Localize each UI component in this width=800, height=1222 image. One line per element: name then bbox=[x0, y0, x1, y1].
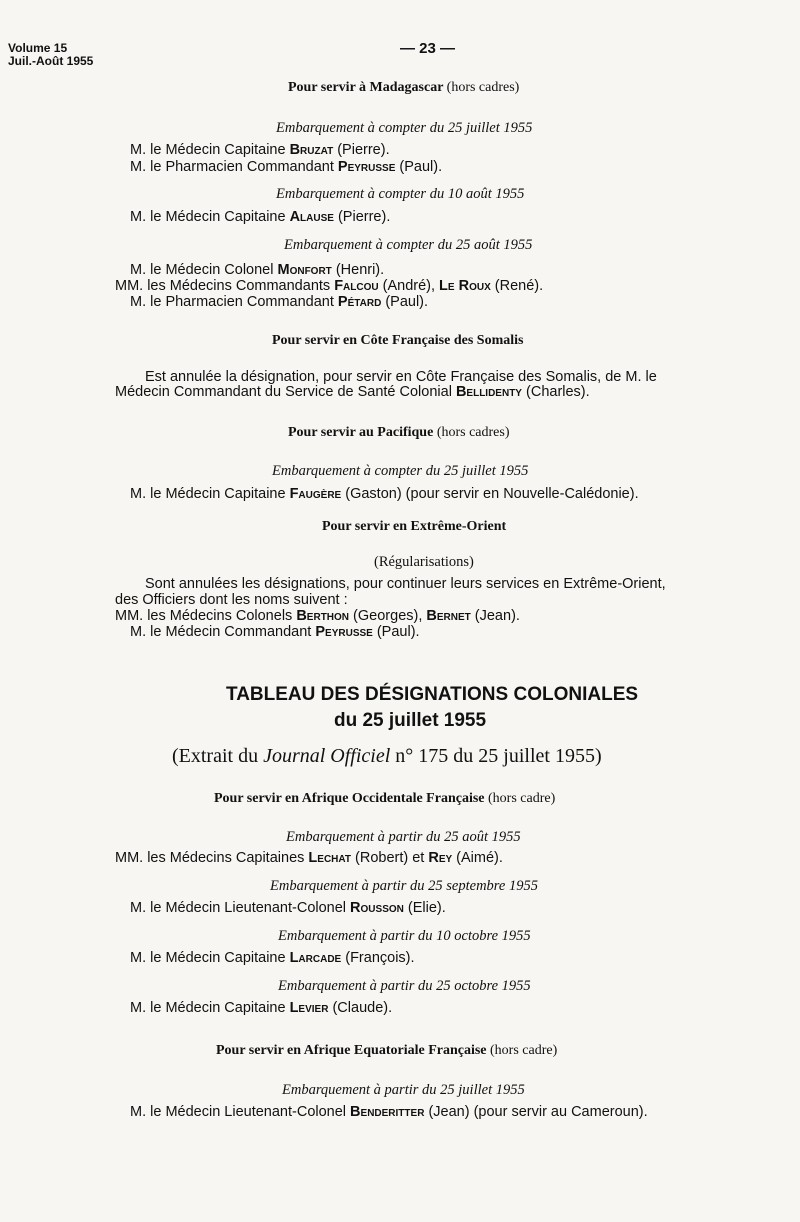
appointment-line bbox=[130, 950, 415, 966]
heading-note: (hors cadre) bbox=[490, 1043, 558, 1058]
officer-name: Berthon bbox=[296, 608, 350, 624]
line-text: (Extrait du bbox=[172, 745, 264, 767]
section-heading-madagascar bbox=[288, 80, 519, 96]
paragraph-line: Est annulée la désignation, pour servir en Côte Française des Somalis, de M. le bbox=[145, 369, 657, 385]
officer-name: Lechat bbox=[308, 850, 351, 866]
heading-text: Pour servir en Côte Française des Somalis bbox=[272, 333, 524, 348]
section-heading-pacifique bbox=[288, 425, 510, 441]
line-text: (André), bbox=[378, 278, 440, 294]
heading-text: Pour servir en Extrême-Orient bbox=[322, 519, 507, 534]
line-text: (Jean) (pour servir au Cameroun). bbox=[424, 1104, 648, 1120]
appointment-line bbox=[130, 209, 390, 225]
officer-name: Faugère bbox=[289, 486, 342, 502]
tableau-title: TABLEAU DES DÉSIGNATIONS COLONIALES bbox=[226, 684, 639, 705]
appointment-line bbox=[130, 262, 384, 278]
volume-label: Volume 15 bbox=[8, 41, 68, 55]
issue-label: Juil.-Août 1955 bbox=[8, 54, 94, 68]
line-text: MM. les Médecins Capitaines bbox=[115, 850, 309, 866]
journal-extract bbox=[172, 745, 602, 768]
appointment-line bbox=[115, 608, 520, 624]
line-text: M. le Médecin Capitaine bbox=[130, 142, 290, 158]
heading-text: Pour servir au Pacifique bbox=[288, 425, 434, 440]
embarkation-date: Embarquement à compter du 25 août 1955 bbox=[284, 237, 533, 253]
appointment-line bbox=[115, 850, 503, 866]
officer-name: Pétard bbox=[337, 294, 382, 310]
section-heading-somalis bbox=[272, 333, 523, 349]
line-text: M. le Médecin Lieutenant-Colonel bbox=[130, 900, 351, 916]
heading-text: Pour servir en Afrique Occidentale Française bbox=[214, 791, 485, 806]
appointment-line bbox=[130, 294, 428, 310]
line-text: (René). bbox=[490, 278, 544, 294]
line-text: M. le Médecin Capitaine bbox=[130, 1000, 290, 1016]
line-text: (Paul). bbox=[372, 624, 420, 640]
journal-name: Journal Officiel bbox=[263, 745, 391, 767]
embarkation-date: Embarquement à compter du 10 août 1955 bbox=[276, 186, 525, 202]
line-text: (Pierre). bbox=[333, 209, 391, 225]
appointment-line bbox=[130, 624, 420, 640]
embarkation-date: Embarquement à partir du 25 août 1955 bbox=[286, 829, 521, 845]
officer-name: Rey bbox=[428, 850, 453, 866]
officer-name: Bernet bbox=[426, 608, 471, 624]
embarkation-date: Embarquement à partir du 25 juillet 1955 bbox=[282, 1082, 525, 1098]
appointment-line bbox=[115, 278, 543, 294]
embarkation-date: Embarquement à partir du 25 octobre 1955 bbox=[278, 978, 531, 994]
appointment-line bbox=[130, 1000, 392, 1016]
line-text: (Claude). bbox=[328, 1000, 393, 1016]
line-text: (Pierre). bbox=[333, 142, 390, 158]
paragraph-line: des Officiers dont les noms suivent : bbox=[115, 592, 348, 608]
officer-name: Peyrusse bbox=[315, 624, 373, 640]
section-heading-aef bbox=[216, 1043, 557, 1059]
officer-name: Monfort bbox=[277, 262, 332, 278]
appointment-line bbox=[130, 159, 442, 175]
heading-text: Pour servir à Madagascar bbox=[288, 80, 444, 95]
officer-name: Falcou bbox=[334, 278, 379, 294]
line-text: MM. les Médecins Commandants bbox=[115, 278, 335, 294]
line-text: (Paul). bbox=[395, 159, 443, 175]
line-text: M. le Médecin Capitaine bbox=[130, 486, 290, 502]
line-text: MM. les Médecins Colonels bbox=[115, 608, 297, 624]
embarkation-date: Embarquement à compter du 25 juillet 1955 bbox=[276, 120, 533, 136]
line-text: M. le Pharmacien Commandant bbox=[130, 159, 338, 175]
line-text: M. le Médecin Capitaine bbox=[130, 209, 290, 225]
line-text: M. le Médecin Lieutenant-Colonel bbox=[130, 1104, 351, 1120]
line-text: (Henri). bbox=[331, 262, 385, 278]
line-text: (Jean). bbox=[470, 608, 520, 624]
line-text: (Paul). bbox=[381, 294, 429, 310]
line-text: (Gaston) (pour servir en Nouvelle-Calédonie). bbox=[341, 486, 639, 502]
line-text: (Georges), bbox=[349, 608, 427, 624]
subheading: (Régularisations) bbox=[374, 554, 474, 570]
line-text: M. le Pharmacien Commandant bbox=[130, 294, 338, 310]
officer-name: Bellidenty bbox=[455, 384, 522, 400]
line-text: (Robert) et bbox=[350, 850, 429, 866]
officer-name: Bruzat bbox=[289, 142, 334, 158]
line-text: (Aimé). bbox=[452, 850, 503, 866]
section-heading-aof bbox=[214, 791, 555, 807]
appointment-line bbox=[130, 1104, 648, 1120]
line-text: M. le Médecin Colonel bbox=[130, 262, 278, 278]
appointment-line bbox=[130, 900, 446, 916]
section-heading-extreme-orient bbox=[322, 519, 506, 535]
heading-note: (hors cadres) bbox=[436, 425, 510, 440]
officer-name: Levier bbox=[289, 1000, 329, 1016]
officer-name: Benderitter bbox=[350, 1104, 425, 1120]
tableau-subtitle: du 25 juillet 1955 bbox=[334, 710, 487, 731]
line-text: M. le Médecin Capitaine bbox=[130, 950, 290, 966]
line-text: n° 175 du 25 juillet 1955) bbox=[390, 745, 602, 767]
embarkation-date: Embarquement à compter du 25 juillet 1955 bbox=[272, 463, 529, 479]
appointment-line bbox=[130, 142, 390, 158]
officer-name: Le Roux bbox=[439, 278, 491, 294]
line-text: (Elie). bbox=[403, 900, 446, 916]
officer-name: Rousson bbox=[350, 900, 404, 916]
officer-name: Larcade bbox=[289, 950, 342, 966]
line-text: Médecin Commandant du Service de Santé Colonial bbox=[115, 384, 456, 400]
paragraph-line: Sont annulées les désignations, pour continuer leurs services en Extrême-Orient, bbox=[145, 576, 666, 592]
officer-name: Peyrusse bbox=[337, 159, 396, 175]
officer-name: Alause bbox=[289, 209, 334, 225]
embarkation-date: Embarquement à partir du 10 octobre 1955 bbox=[278, 928, 531, 944]
page-number: — 23 — bbox=[400, 40, 456, 57]
paragraph-line bbox=[115, 384, 590, 400]
line-text: (François). bbox=[341, 950, 415, 966]
appointment-line bbox=[130, 486, 639, 502]
line-text: (Charles). bbox=[521, 384, 590, 400]
volume-info bbox=[8, 42, 93, 68]
embarkation-date: Embarquement à partir du 25 septembre 1955 bbox=[270, 878, 538, 894]
heading-text: Pour servir en Afrique Equatoriale Française bbox=[216, 1043, 487, 1058]
heading-note: (hors cadres) bbox=[446, 80, 520, 95]
heading-note: (hors cadre) bbox=[488, 791, 556, 806]
line-text: M. le Médecin Commandant bbox=[130, 624, 316, 640]
